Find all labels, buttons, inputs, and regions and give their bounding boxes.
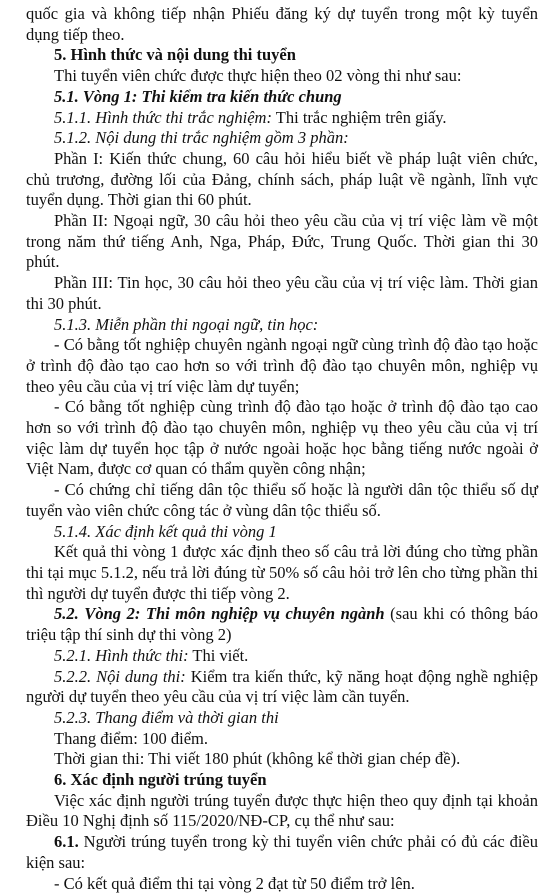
text-run: 5.2.2. Nội dung thi: — [54, 666, 186, 686]
paragraph — [26, 874, 538, 894]
text-run: - Có bằng tốt nghiệp cùng trình độ đào tạo hoặc ở trình độ đào tạo cao hơn so với trình độ đào tạo chuyên môn, nghiệp vụ theo yêu cầu của vị trí việc làm dự tuyển học tập ở nước ngoài hoặc học bằng tiếng nước ngoài ở Việt Nam, được cơ quan có thẩm quyền công nhận; — [26, 397, 538, 479]
text-run: 5.1.2. Nội dung thi trắc nghiệm gồm 3 phần: — [54, 128, 349, 148]
text-run: Thi tuyển viên chức được thực hiện theo 02 vòng thi như sau: — [54, 66, 462, 86]
text-run: Kiểm tra kiến thức, kỹ năng hoạt động nghề nghiệp người dự tuyển theo yêu cầu của vị trí việc làm cần tuyển. — [26, 666, 539, 707]
paragraph — [26, 128, 538, 149]
text-run: 6.1. — [54, 832, 79, 852]
text-run: Thang điểm: 100 điểm. — [54, 728, 208, 748]
text-run: 5.2. Vòng 2: Thi môn nghiệp vụ chuyên ngành — [54, 604, 385, 624]
text-run: Phần I: Kiến thức chung, 60 câu hỏi hiểu biết về pháp luật viên chức, chủ trương, đường lối của Đảng, chính sách, pháp luật về ngành, lĩnh vực tuyển dụng. Thời gian thi 60 phút. — [26, 148, 538, 210]
text-run: 5.1. Vòng 1: Thi kiểm tra kiến thức chung — [54, 86, 342, 106]
text-run: Phần II: Ngoại ngữ, 30 câu hỏi theo yêu cầu của vị trí việc làm về một trong năm thứ tiếng Anh, Nga, Pháp, Đức, Trung Quốc. Thời gian thi 30 phút. — [26, 211, 538, 272]
text-run: - Có bằng tốt nghiệp chuyên ngành ngoại ngữ cùng trình độ đào tạo hoặc ở trình độ đào tạo cao hơn so với trình độ đào tạo chuyên môn, nghiệp vụ theo yêu cầu của vị trí việc làm dự tuyển; — [26, 335, 538, 396]
paragraph — [26, 335, 538, 397]
text-run: 5. Hình thức và nội dung thi tuyển — [54, 45, 296, 65]
paragraph — [26, 45, 538, 66]
paragraph — [26, 397, 538, 480]
paragraph — [26, 770, 538, 791]
text-run: 5.1.4. Xác định kết quả thi vòng 1 — [54, 521, 277, 541]
paragraph — [26, 4, 538, 45]
paragraph — [26, 708, 538, 729]
text-run: - Có kết quả điểm thi tại vòng 2 đạt từ 50 điểm trở lên. — [54, 873, 415, 893]
paragraph — [26, 667, 538, 708]
paragraph — [26, 273, 538, 314]
text-run: Thời gian thi: Thi viết 180 phút (không kể thời gian chép đề). — [54, 749, 461, 769]
text-run: 5.1.3. Miễn phần thi ngoại ngữ, tin học: — [54, 314, 319, 334]
paragraph — [26, 749, 538, 770]
paragraph — [26, 604, 538, 645]
text-run: 5.2.3. Thang điểm và thời gian thi — [54, 707, 279, 727]
text-run: 5.2.1. Hình thức thi: — [54, 645, 189, 665]
paragraph — [26, 211, 538, 273]
paragraph — [26, 729, 538, 750]
paragraph — [26, 66, 538, 87]
paragraph — [26, 646, 538, 667]
paragraph — [26, 87, 538, 108]
text-run: Việc xác định người trúng tuyển được thực hiện theo quy định tại khoản Điều 10 Nghị định số 115/2020/NĐ-CP, cụ thể như sau: — [26, 790, 538, 831]
text-run: - Có chứng chỉ tiếng dân tộc thiểu số hoặc là người dân tộc thiểu số dự tuyển vào viên chức công tác ở vùng dân tộc thiểu số. — [26, 480, 538, 520]
text-run: Kết quả thi vòng 1 được xác định theo số câu trả lời đúng cho từng phần thi tại mục 5.1.2, nếu trả lời đúng từ 50% số câu hỏi trở lên cho từng phần thi thì người dự tuyển được thi tiếp vòng 2. — [26, 542, 538, 603]
text-run: 5.1.1. Hình thức thi trắc nghiệm: — [54, 107, 272, 127]
text-run: Thi trắc nghiệm trên giấy. — [271, 107, 447, 127]
paragraph — [26, 522, 538, 543]
paragraph — [26, 480, 538, 521]
paragraph — [26, 108, 538, 129]
text-run: 6. Xác định người trúng tuyển — [54, 770, 267, 790]
paragraph — [26, 791, 538, 832]
paragraph — [26, 149, 538, 211]
text-run: quốc gia và không tiếp nhận Phiếu đăng ký dự tuyển trong một kỳ tuyển dụng tiếp theo. — [26, 4, 538, 44]
text-run: Người trúng tuyển trong kỳ thi tuyển viên chức phải có đủ các điều kiện sau: — [26, 832, 538, 872]
text-run: Phần III: Tin học, 30 câu hỏi theo yêu cầu của vị trí việc làm. Thời gian thi 30 phút. — [26, 273, 538, 313]
paragraph — [26, 315, 538, 336]
text-run: (sau khi có thông báo triệu tập thí sinh dự thi vòng 2) — [26, 604, 538, 645]
paragraph — [26, 832, 538, 873]
text-run: Thi viết. — [188, 645, 249, 665]
paragraph — [26, 542, 538, 604]
